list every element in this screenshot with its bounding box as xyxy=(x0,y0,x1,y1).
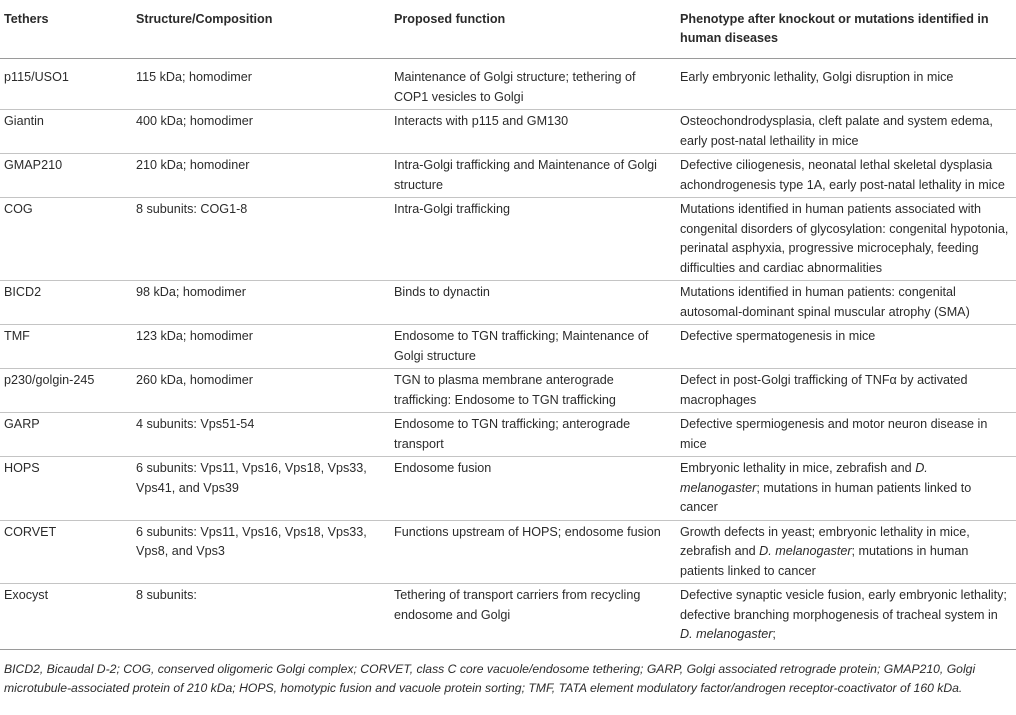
cell-function: Interacts with p115 and GM130 xyxy=(390,110,676,154)
table-row xyxy=(0,198,1016,281)
cell-structure: 98 kDa; homodimer xyxy=(132,281,390,325)
cell-phenotype: Defect in post-Golgi trafficking of TNFα by activated macrophages xyxy=(676,369,1016,413)
table-row xyxy=(0,110,1016,154)
cell-phenotype xyxy=(676,457,1016,521)
table-header xyxy=(0,0,1016,59)
cell-phenotype: Defective ciliogenesis, neonatal lethal skeletal dysplasia achondrogenesis type 1A, early post-natal lethality in mice xyxy=(676,154,1016,198)
header-structure: Structure/Composition xyxy=(132,0,390,59)
header-function: Proposed function xyxy=(390,0,676,59)
cell-phenotype: Early embryonic lethality, Golgi disruption in mice xyxy=(676,59,1016,110)
cell-phenotype: Defective spermiogenesis and motor neuron disease in mice xyxy=(676,413,1016,457)
cell-function: Endosome to TGN trafficking; anterograde transport xyxy=(390,413,676,457)
table-row xyxy=(0,520,1016,584)
table-row xyxy=(0,59,1016,110)
cell-phenotype: Osteochondrodysplasia, cleft palate and system edema, early post-natal lethaility in mice xyxy=(676,110,1016,154)
table-row xyxy=(0,281,1016,325)
cell-structure: 260 kDa, homodimer xyxy=(132,369,390,413)
cell-tether: p230/golgin-245 xyxy=(0,369,132,413)
table-footnote: BICD2, Bicaudal D-2; COG, conserved oligomeric Golgi complex; CORVET, class C core vacuole/endosome tethering; GARP, Golgi associated retrograde protein; GMAP210, Golgi microtubule-associated protein of 210 kDa; HOPS, homotypic fusion and vacuole protein sorting; TMF, TATA element modulatory factor/androgen receptor-coactivator of 160 kDa. xyxy=(4,661,976,695)
cell-tether: Exocyst xyxy=(0,584,132,650)
header-phenotype: Phenotype after knockout or mutations identified in human diseases xyxy=(676,0,1016,59)
table-row xyxy=(0,325,1016,369)
cell-structure: 210 kDa; homodiner xyxy=(132,154,390,198)
cell-structure: 6 subunits: Vps11, Vps16, Vps18, Vps33, Vps8, and Vps3 xyxy=(132,520,390,584)
species-name: D. melanogaster xyxy=(680,627,773,641)
cell-structure: 6 subunits: Vps11, Vps16, Vps18, Vps33, Vps41, and Vps39 xyxy=(132,457,390,521)
phenotype-text: ; mutations in human patients linked to cancer xyxy=(680,480,972,514)
cell-structure: 8 subunits: COG1-8 xyxy=(132,198,390,281)
cell-function: Functions upstream of HOPS; endosome fusion xyxy=(390,520,676,584)
phenotype-text: ; xyxy=(772,627,776,641)
cell-structure: 4 subunits: Vps51-54 xyxy=(132,413,390,457)
cell-phenotype: Mutations identified in human patients: congenital autosomal-dominant spinal muscular atrophy (SMA) xyxy=(676,281,1016,325)
cell-tether: GARP xyxy=(0,413,132,457)
table-row xyxy=(0,369,1016,413)
cell-function: Endosome to TGN trafficking; Maintenance of Golgi structure xyxy=(390,325,676,369)
cell-function: Endosome fusion xyxy=(390,457,676,521)
table-row xyxy=(0,413,1016,457)
cell-function: Intra-Golgi trafficking xyxy=(390,198,676,281)
cell-function: Maintenance of Golgi structure; tethering of COP1 vesicles to Golgi xyxy=(390,59,676,110)
cell-tether: CORVET xyxy=(0,520,132,584)
cell-tether: HOPS xyxy=(0,457,132,521)
cell-tether: TMF xyxy=(0,325,132,369)
cell-phenotype: Mutations identified in human patients associated with congenital disorders of glycosylation: congenital hypotonia, perinatal asphyxia, progressive microcephaly, feeding difficulties and cardiac abnormalities xyxy=(676,198,1016,281)
cell-structure: 400 kDa; homodimer xyxy=(132,110,390,154)
cell-phenotype xyxy=(676,520,1016,584)
cell-tether: COG xyxy=(0,198,132,281)
cell-phenotype xyxy=(676,584,1016,650)
cell-function: Tethering of transport carriers from recycling endosome and Golgi xyxy=(390,584,676,650)
table-row xyxy=(0,457,1016,521)
phenotype-text: Defective synaptic vesicle fusion, early embryonic lethality; defective branching morphogenesis of tracheal system in xyxy=(680,588,1007,622)
species-name: D. melanogaster xyxy=(759,544,852,558)
cell-phenotype: Defective spermatogenesis in mice xyxy=(676,325,1016,369)
table-row xyxy=(0,154,1016,198)
phenotype-text: ; mutations in human patients linked to cancer xyxy=(680,544,969,578)
cell-tether: BICD2 xyxy=(0,281,132,325)
species-name: D. melanogaster xyxy=(680,461,928,495)
table-row xyxy=(0,584,1016,650)
cell-tether: p115/USO1 xyxy=(0,59,132,110)
header-tethers: Tethers xyxy=(0,0,132,59)
cell-function: Binds to dynactin xyxy=(390,281,676,325)
cell-function: TGN to plasma membrane anterograde trafficking: Endosome to TGN trafficking xyxy=(390,369,676,413)
phenotype-text: Embryonic lethality in mice, zebrafish and xyxy=(680,461,916,475)
cell-structure: 115 kDa; homodimer xyxy=(132,59,390,110)
table-body xyxy=(0,59,1016,650)
phenotype-text: Growth defects in yeast; embryonic lethality in mice, zebrafish and xyxy=(680,524,970,558)
header-row xyxy=(0,0,1016,59)
cell-structure: 8 subunits: xyxy=(132,584,390,650)
cell-function: Intra-Golgi trafficking and Maintenance of Golgi structure xyxy=(390,154,676,198)
cell-structure: 123 kDa; homodimer xyxy=(132,325,390,369)
cell-tether: Giantin xyxy=(0,110,132,154)
cell-tether: GMAP210 xyxy=(0,154,132,198)
